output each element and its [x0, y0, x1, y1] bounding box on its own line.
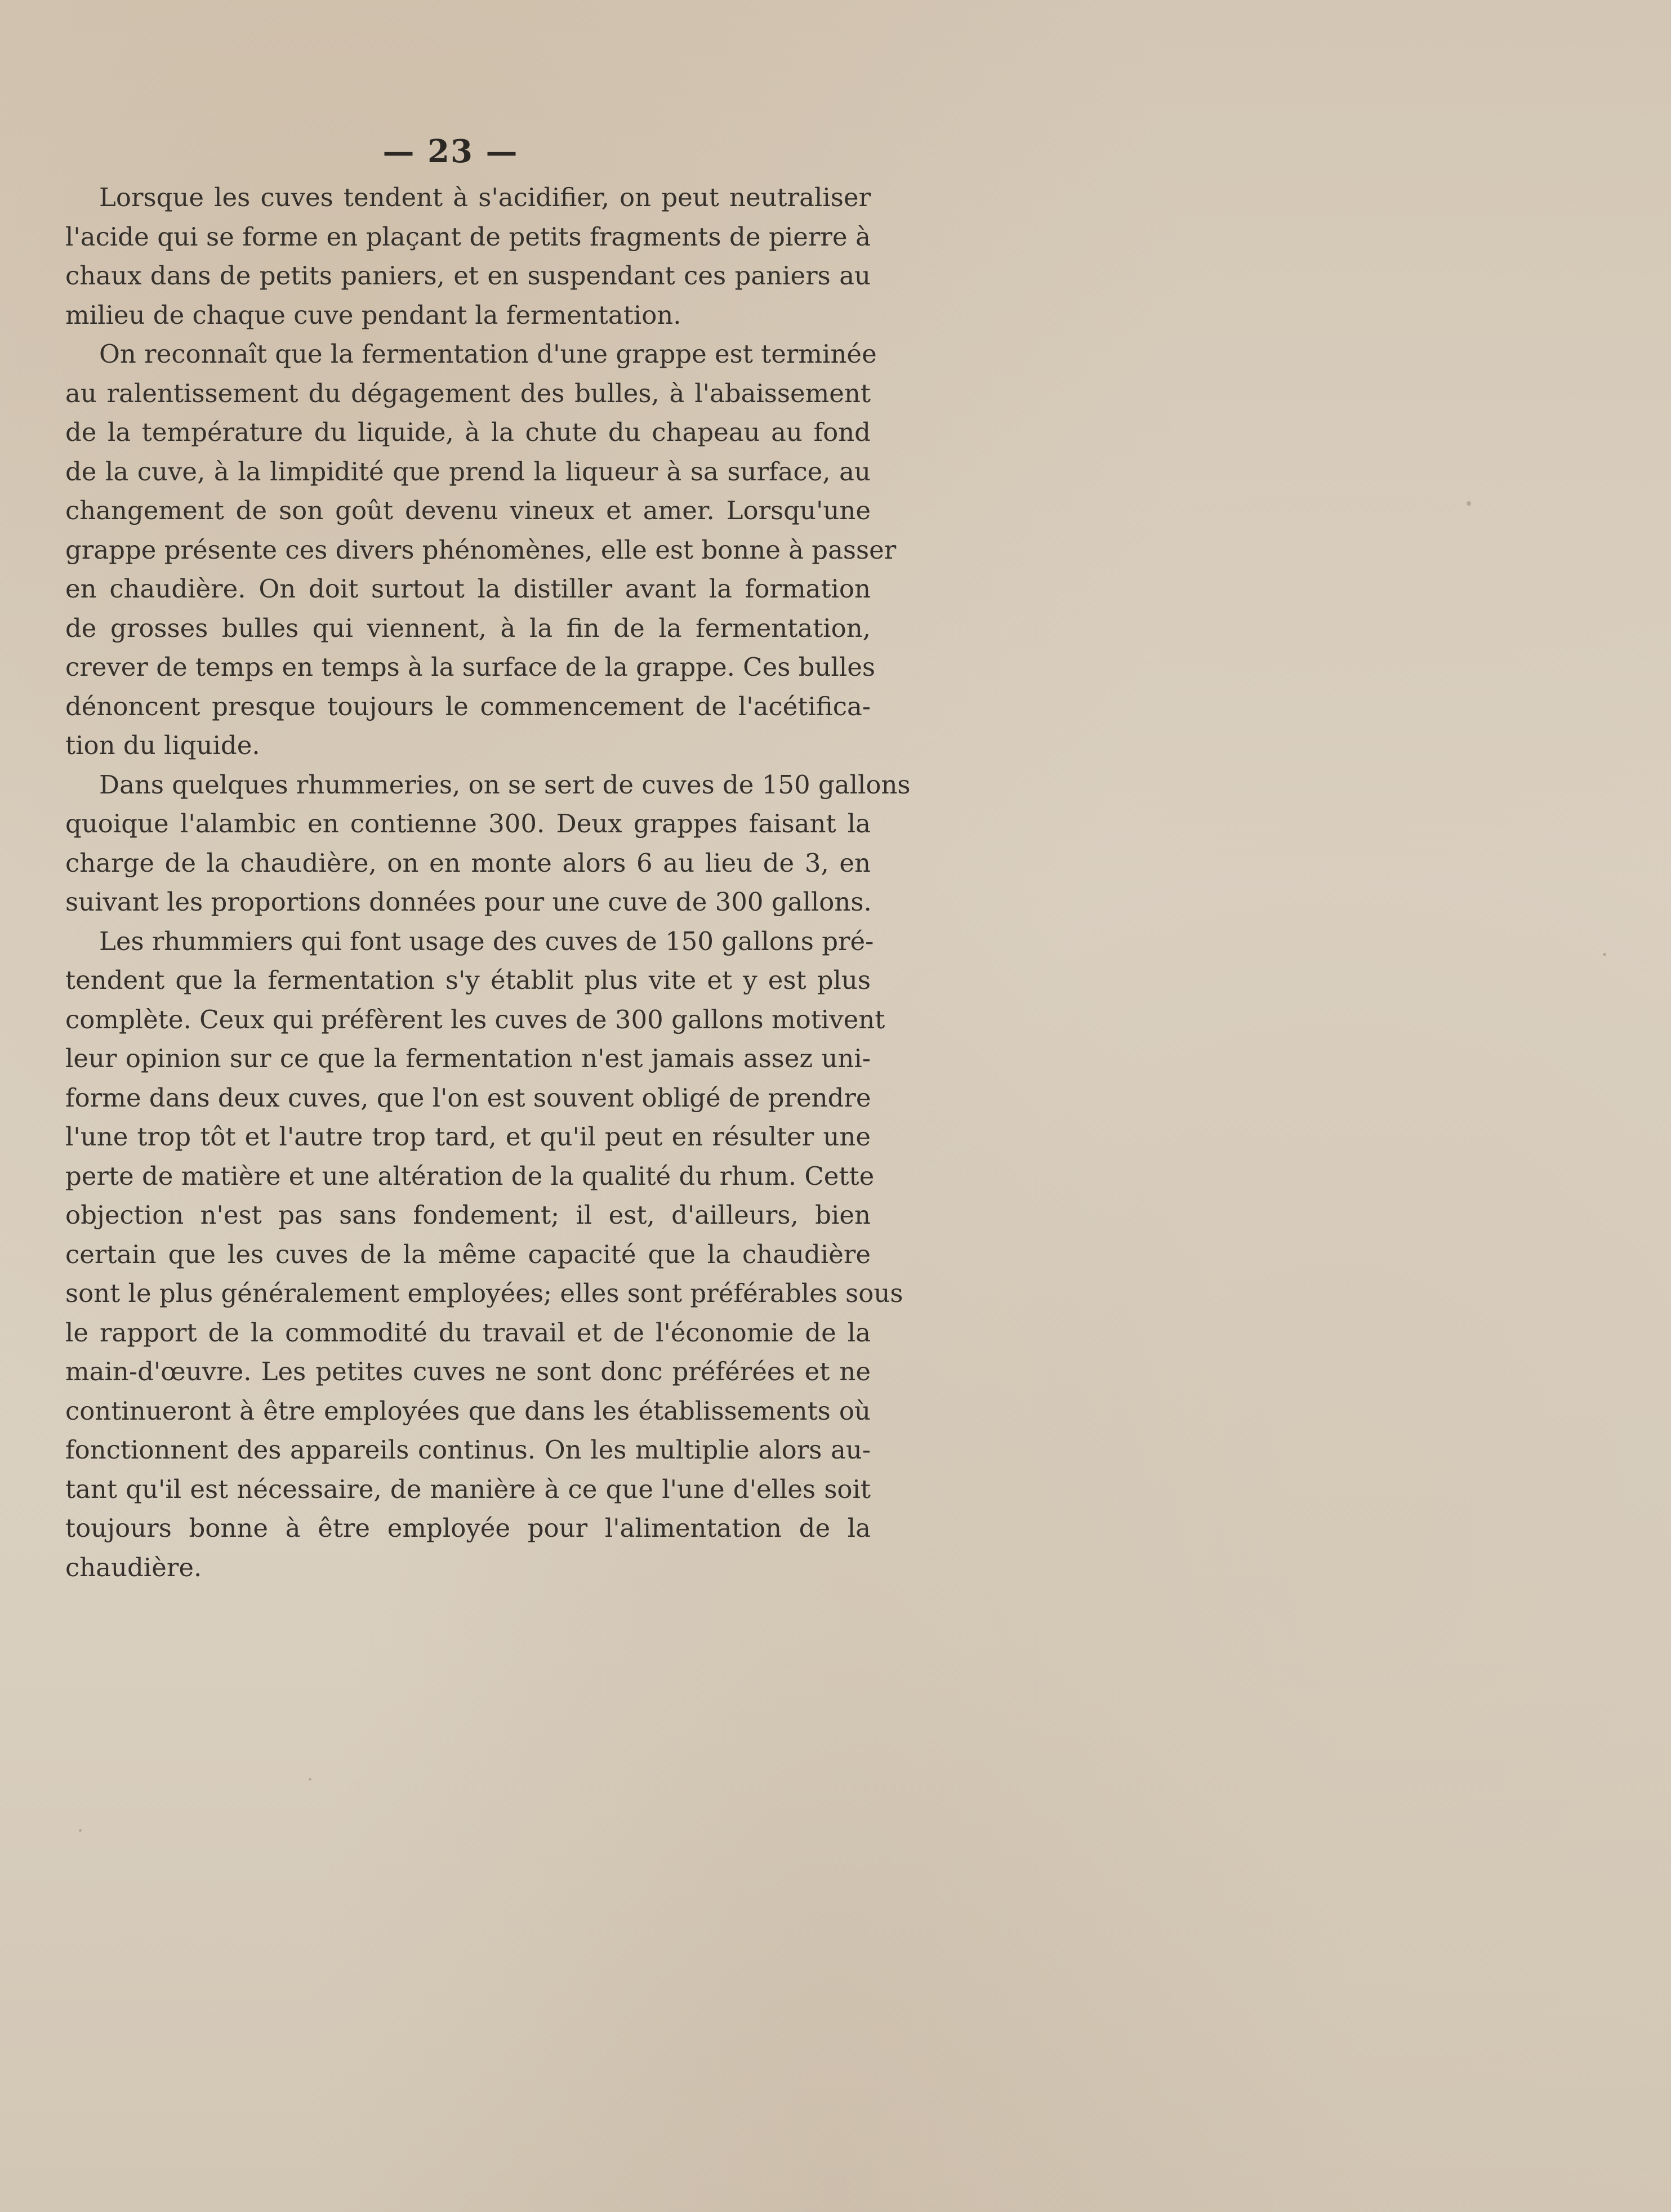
- text-line: Les rhummiers qui font usage des cuves de 150 gallons pré-: [99, 926, 874, 956]
- text-line: au ralentissement du dégagement des bulles, à l'abaissement: [65, 378, 871, 408]
- text-line: chaudière.: [65, 1552, 202, 1582]
- text-line: tendent que la fermentation s'y établit plus vite et y est plus: [65, 965, 871, 995]
- page-number: — 23 —: [382, 133, 519, 170]
- text-line: certain que les cuves de la même capacité que la chaudière: [65, 1239, 871, 1269]
- text-line: grappe présente ces divers phénomènes, elle est bonne à passer: [65, 534, 897, 565]
- text-line: main-d'œuvre. Les petites cuves ne sont donc préférées et ne: [65, 1357, 871, 1386]
- text-line: Dans quelques rhummeries, on se sert de cuves de 150 gallons: [99, 769, 911, 800]
- text-line: leur opinion sur ce que la fermentation n'est jamais assez uni-: [65, 1043, 871, 1073]
- text-line: de la température du liquide, à la chute du chapeau au fond: [65, 417, 871, 447]
- paper-speck: [309, 1778, 311, 1781]
- text-line: continueront à être employées que dans les établissements où: [65, 1395, 871, 1426]
- text-line: le rapport de la commodité du travail et de l'économie de la: [65, 1317, 871, 1348]
- paragraph: [32, 335, 897, 765]
- paper-speck: [1467, 501, 1471, 506]
- text-line: toujours bonne à être employée pour l'alimentation de la: [65, 1513, 871, 1543]
- text-line: de la cuve, à la limpidité que prend la liqueur à sa surface, au: [65, 456, 871, 487]
- text-line: tant qu'il est nécessaire, de manière à ce que l'une d'elles soit: [65, 1474, 871, 1504]
- text-line: Lorsque les cuves tendent à s'acidifier, on peut neutraliser: [99, 182, 871, 212]
- body-text: [32, 178, 911, 1587]
- text-line: tion du liquide.: [65, 730, 260, 760]
- text-line: complète. Ceux qui préfèrent les cuves de 300 gallons motivent: [65, 1004, 885, 1034]
- text-line: de grosses bulles qui viennent, à la fin de la fermentation,: [65, 613, 871, 643]
- text-line: crever de temps en temps à la surface de la grappe. Ces bulles: [65, 652, 875, 682]
- text-line: dénoncent presque toujours le commencement de l'acétifica-: [65, 691, 871, 721]
- paper-speck: [1603, 953, 1606, 956]
- paragraph: [32, 765, 911, 922]
- text-line: forme dans deux cuves, que l'on est souvent obligé de prendre: [65, 1082, 871, 1113]
- paragraph: [32, 922, 903, 1587]
- text-line: quoique l'alambic en contienne 300. Deux grappes faisant la: [65, 809, 871, 839]
- paragraph: [32, 178, 871, 335]
- text-line: chaux dans de petits paniers, et en suspendant ces paniers au: [65, 261, 871, 291]
- text-line: On reconnaît que la fermentation d'une grappe est terminée: [99, 339, 877, 369]
- text-line: sont le plus généralement employées; elles sont préférables sous: [65, 1278, 903, 1308]
- text-line: charge de la chaudière, on en monte alors 6 au lieu de 3, en: [65, 848, 871, 878]
- text-line: perte de matière et une altération de la qualité du rhum. Cette: [65, 1161, 875, 1191]
- text-line: suivant les proportions données pour une cuve de 300 gallons.: [65, 887, 872, 917]
- text-line: objection n'est pas sans fondement; il est, d'ailleurs, bien: [65, 1200, 871, 1230]
- text-line: changement de son goût devenu vineux et amer. Lorsqu'une: [65, 496, 871, 525]
- text-line: fonctionnent des appareils continus. On les multiplie alors au-: [65, 1435, 871, 1465]
- text-line: l'une trop tôt et l'autre trop tard, et qu'il peut en résulter une: [65, 1122, 871, 1152]
- paper-speck: [79, 1829, 82, 1832]
- text-line: milieu de chaque cuve pendant la fermentation.: [65, 300, 681, 330]
- text-line: en chaudière. On doit surtout la distiller avant la formation: [65, 574, 871, 604]
- text-line: l'acide qui se forme en plaçant de petits fragments de pierre à: [65, 221, 871, 252]
